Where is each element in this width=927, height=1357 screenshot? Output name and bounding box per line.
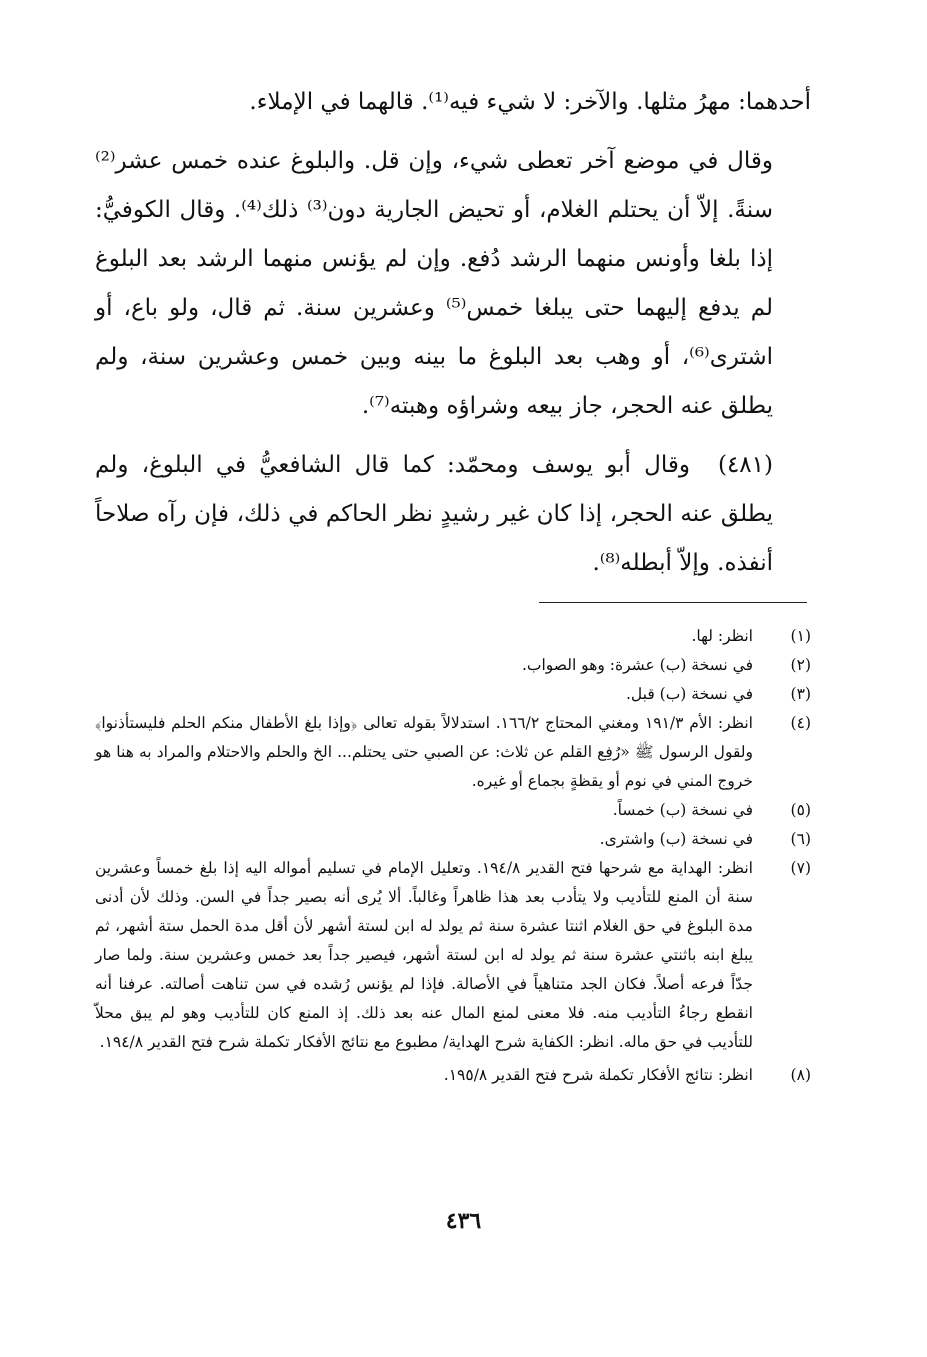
footnote (95, 709, 811, 796)
footnote-number: (٧) (790, 859, 811, 877)
footnote-number: (١) (790, 627, 811, 645)
footnote-number: (٣) (790, 685, 811, 703)
footnote-text: في نسخة (ب) عشرة: وهو الصواب. (521, 656, 753, 674)
footnote-text: انظر: لها. (691, 627, 753, 645)
footnotes (95, 622, 811, 1090)
paragraph-number: (٤٨١) (717, 452, 773, 478)
paragraph-1: أحدهما: مهرُ مثلها. والآخر: لا شيء فيه⁽¹⁾. قالهما في الإملاء. (249, 89, 811, 115)
footnote-separator (539, 602, 807, 603)
numbered-paragraph-text: وقال أبو يوسف ومحمّد: كما قال الشافعيُّ في البلوغ، ولم يطلق عنه الحجر، إذا كان غير رشيدٍ نظر الحاكم في ذلك، فإن رآه صلاحاً أنفذه. وإلاّ أبطله⁽⁸⁾. (95, 452, 773, 576)
footnote (95, 622, 811, 651)
page (95, 78, 811, 588)
footnote-text: انظر: نتائج الأفكار تكملة شرح فتح القدير ١٩٥/٨. (443, 1066, 753, 1084)
numbered-paragraph (95, 441, 811, 588)
footnote-number: (٥) (790, 801, 811, 819)
footnote-number: (٨) (790, 1066, 811, 1084)
footnote-number: (٦) (790, 830, 811, 848)
main-text (95, 78, 811, 588)
footnote-text: في نسخة (ب) واشترى. (599, 830, 753, 848)
footnote-text: في نسخة (ب) قبل. (625, 685, 753, 703)
footnote-text: انظر: الهداية مع شرحها فتح القدير ١٩٤/٨. وتعليل الإمام في تسليم أمواله اليه إذا بلغ خمساً وعشرين سنة أن المنع للتأديب ولا يتأدب بعد هذا ظاهراً وغالباً. ألا يُرى أنه بصير جداً في السن. وذلك لأن أدنى مدة البلوغ في حق الغلام اثنتا عشرة سنة ثم يولد له ابن لستة أشهر لأن أقل مدة الحمل ستة أشهر، ثم يبلغ ابنه باثنتي عشرة سنة ثم يولد له ابن لستة أشهر، فيصير جداً بعد خمس وعشرين سنة. ولما صار جدّاً فرعه أصلاً. فكان الجد متناهياً في الأصالة. فإذا لم يؤنس رُشده في سن تناهت أصالته. عرفنا أنه انقطع رجاءُ التأديب منه. فلا معنى لمنع المال عنه بعد ذلك. إذ المنع كان للتأديب وهو لم يبق محلاّ للتأديب في حق ماله. انظر: الكفاية شرح الهداية/ مطبوع مع نتائج الأفكار تكملة شرح فتح القدير ١٩٤/٨. (95, 859, 753, 1051)
footnote (95, 825, 811, 854)
footnote-text: في نسخة (ب) خمساً. (612, 801, 753, 819)
footnote-number: (٤) (790, 714, 811, 732)
footnote-number: (٢) (790, 656, 811, 674)
footnote (95, 680, 811, 709)
footnote-text: انظر: الأم ١٩١/٣ ومغني المحتاج ١٦٦/٢. استدلالاً بقوله تعالى ﴿وإذا بلغ الأطفال منكم الحلم فليستأذنوا﴾ ولقول الرسول ﷺ «رُفِع القلم عن ثلاث: عن الصبي حتى يحتلم... الخ والحلم والاحتلام والمراد به هنا هو خروج المني في نوم أو يقظةٍ بجماع أو غيره. (95, 714, 754, 790)
footnote (95, 796, 811, 825)
footnote (95, 651, 811, 680)
footnote (95, 1061, 811, 1090)
page-number: ٤٣٦ (445, 1208, 482, 1234)
footnote (95, 854, 811, 1057)
paragraph-2: وقال في موضع آخر تعطى شيء، وإن قل. والبلوغ عنده خمس عشر⁽²⁾ سنةً. إلاّ أن يحتلم الغلام، أو تحيض الجارية دون⁽³⁾ ذلك⁽⁴⁾. وقال الكوفيُّ: إذا بلغا وأونس منهما الرشد دُفع. وإن لم يؤنس منهما الرشد بعد البلوغ لم يدفع إليهما حتى يبلغا خمس⁽⁵⁾ وعشرين سنة. ثم قال، ولو باع، أو اشترى⁽⁶⁾، أو وهب بعد البلوغ ما بينه وبين خمس وعشرين سنة، ولم يطلق عنه الحجر، جاز بيعه وشراؤه وهبته⁽⁷⁾. (95, 148, 774, 419)
